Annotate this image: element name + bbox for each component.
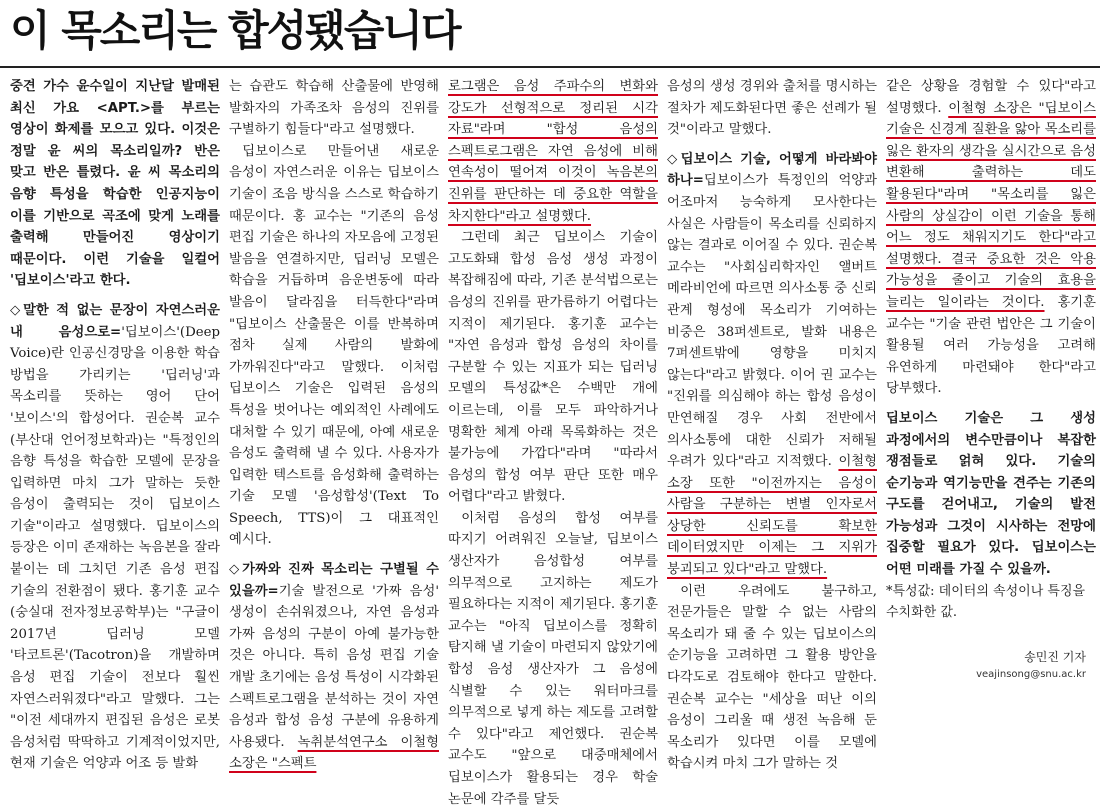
headline: 이 목소리는 합성됐습니다: [10, 6, 460, 55]
body-text: '딥보이스'(Deep Voice)란 인공신경망을 이용한 학습 방법을 가리키는 '딥러닝'과 목소리를 뜻하는 영어 단어 '보이스'의 합성어다. 권순복 교수(부산대 언어정보학과)는 "특정인의 음향 특성을 학습한 모델에 문장을 입력하면 마치 그가 말하는 듯한 음성이 출력되는 것이 딥보이스 기술"이라고 설명했다. 딥보이스의 등장은 이미 존재하는 녹음본을 잘라 붙이는 데 그치던 기존 음성 편집 기술의 전환점이 됐다. 홍기훈 교수(숭실대 전자정보공학부)는 "구글이 2017년 딥러닝 모델 '타코트론'(Tacotron)을 개발하며 음성 편집 기술이 전보다 훨씬 자연스러워졌다"라고 말했다. 그는 "이전 세대까지 편집된 음성은 로봇 음성처럼 딱딱하고 기계적이었지만, 현재 기술은 억양과 어조 등 발화: [10, 324, 220, 772]
section-paragraph: [229, 559, 439, 775]
highlighted-quote: 이철형 소장은 "딥보이스 기술은 신경계 질환을 앓아 목소리를 잃은 환자의 생각을 실시간으로 음성 변환해 출력하는 데도 활용된다"라며 "목소리를 잃은 사람의 상실감이 이런 기술을 통해 어느 정도 채워지기도 한다"라고 설명했다. 결국 중요한 것은 악용 가능성을 줄이고 기술의 효용을 늘리는 일이라는 것이다.: [886, 100, 1096, 310]
body-paragraph: 음성의 생성 경위와 출처를 명시하는 절차가 제도화된다면 좋은 선례가 될 것"이라고 말했다.: [667, 79, 877, 138]
highlighted-quote: 이철형 소장 또한 "이전까지는 음성이 사람을 구분하는 변별 인자로서 상당한 신뢰도를 확보한 데이터였지만 이제는 그 지위가 붕괴되고 있다"라고 말했다.: [667, 454, 877, 578]
body-paragraph: [886, 76, 1096, 400]
article-column-4: [667, 76, 877, 772]
headline-rule: [0, 66, 1100, 68]
body-text: 기술 발전으로 '가짜 음성' 생성이 손쉬워졌으나, 자연 음성과 가짜 음성의 구분이 아예 불가능한 것은 아니다. 특히 음성 편집 기술 개발 초기에는 음성 특성이 시각화된 스펙트로그램을 분석하는 것이 자연 음성과 합성 음성 구분에 유용하게 사용됐다.: [229, 583, 439, 750]
footnote: *특성값: 데이터의 속성이나 특징을 수치화한 값.: [886, 583, 1086, 621]
lead-paragraph: 중견 가수 윤수일이 지난달 발매된 최신 가요 <APT.>를 부르는 영상이 화제를 모으고 있다. 이것은 정말 윤 씨의 목소리일까? 반은 맞고 반은 틀렸다. 윤 씨 목소리의 음향 특성을 학습한 인공지능이 이를 기반으로 곡조에 맞게 노래를 출력해 만들어진 영상이기 때문이다. 이런 기술을 일컬어 '딥보이스'라고 한다.: [10, 79, 220, 289]
reporter-email: veajinsong@snu.ac.kr: [976, 669, 1086, 680]
section-paragraph: [10, 300, 220, 775]
body-text: 딥보이스가 특정인의 억양과 어조마저 능숙하게 모사한다는 사실은 사람들이 목소리를 신뢰하지 않는 결과로 이어질 수 있다. 권순복 교수는 "사회심리학자인 앨버트 메라비언에 따르면 의사소통 중 신뢰 관계 형성에 목소리가 기여하는 비중은 38퍼센트로, 발화 내용은 7퍼센트밖에 영향을 미치지 않는다"라고 밝혔다. 이어 권 교수는 "진위를 의심해야 하는 합성 음성이 만연해질 경우 사회 전반에서 의사소통에 대한 신뢰가 저해될 우려가 있다"라고 지적했다.: [667, 173, 877, 470]
body-paragraph: 그런데 최근 딥보이스 기술이 고도화돼 합성 음성 생성 과정이 복잡해짐에 따라, 기존 분석법으로는 음성의 진위를 판가름하기 어렵다는 지적이 제기된다. 홍기훈 교수는 "자연 음성과 합성 음성의 차이를 구분할 수 있는 지표가 되는 딥러닝 모델의 특성값*은 수백만 개에 이르는데, 이를 모두 파악하거나 명확한 체계 아래 목록화하는 것은 불가능에 가깝다"라며 "따라서 음성의 합성 여부 판단 또한 매우 어렵다"라고 밝혔다.: [448, 230, 658, 505]
reporter-name: 송민진 기자: [1024, 650, 1086, 664]
body-text: 홍기훈 교수는 "기술 관련 법안은 그 기술이 활용될 여러 가능성을 고려해 유연하게 마련돼야 한다"라고 당부했다.: [886, 294, 1096, 397]
body-paragraph: [448, 76, 658, 227]
section-paragraph: [667, 149, 877, 581]
article-column-2: [229, 76, 439, 772]
article-column-3: [448, 76, 658, 807]
subheading: ◇가짜와 진짜 목소리는 구별될 수 있을까=: [229, 562, 439, 599]
body-paragraph: 이런 우려에도 불구하고, 전문가들은 말할 수 없는 사람의 목소리가 돼 줄 수 있는 딥보이스의 순기능을 고려하면 그 활용 방안을 다각도로 검토해야 한다고 말한다. 권순복 교수는 "세상을 떠난 이의 음성이 그리울 때 생전 녹음해 둔 목소리가 있다면 이를 모델에 학습시켜 마치 그가 말하는 것: [667, 583, 877, 772]
body-paragraph: 는 습관도 학습해 산출물에 반영해 발화자의 가족조차 음성의 진위를 구별하기 힘들다"라고 설명했다.: [229, 79, 439, 138]
body-paragraph: 딥보이스로 만들어낸 새로운 음성이 자연스러운 이유는 딥보이스 기술이 조음 방식을 스스로 학습하기 때문이다. 홍 교수는 "기존의 음성 편집 기술은 하나의 자모음에 고정된 발음을 연결하지만, 딥러닝 모델은 학습을 거듭하며 음운변동에 따라 발음이 달라짐을 터득한다"라며 "딥보이스 산출물은 이를 반복하며 점차 실제 사람의 발화에 가까워진다"라고 말했다. 이처럼 딥보이스 기술은 입력된 음성의 특성을 벗어나는 예외적인 사례에도 대처할 수 있기 때문에, 아예 새로운 음성도 출력해 낼 수 있다. 사용자가 입력한 텍스트를 음성화해 출력하는 기술 모델 '음성합성'(Text To Speech, TTS)이 그 대표적인 예시다.: [229, 143, 439, 548]
highlighted-quote: 로그램은 음성 주파수의 변화와 강도가 선형적으로 정리된 시각 자료"라며 "합성 음성의 스펙트로그램은 자연 음성에 비해 연속성이 떨어져 이것이 녹음본의 진위를 판단하는 데 중요한 역할을 차지한다"라고 설명했다.: [448, 79, 658, 224]
subheading: ◇딥보이스 기술, 어떻게 바라봐야 하나=: [667, 151, 877, 189]
body-text: 같은 상황을 경험할 수 있다"라고 설명했다.: [886, 79, 1096, 116]
highlighted-quote: 녹취분석연구소 이철형 소장은 "스펙트: [229, 734, 439, 772]
article-column-5: [886, 76, 1096, 688]
subheading: ◇말한 적 없는 문장이 자연스러운 내 음성으로=: [10, 302, 220, 340]
closing-paragraph: 딥보이스 기술은 그 생성 과정에서의 변수만큼이나 복잡한 쟁점들로 얽혀 있다. 기술의 순기능과 역기능만을 견주는 기존의 구도를 걷어내고, 기술의 발전 가능성과 그것이 시사하는 전망에 집중할 필요가 있다. 딥보이스는 어떤 미래를 가질 수 있을까.: [886, 410, 1096, 578]
article-column-1: [10, 76, 220, 772]
body-paragraph: 이처럼 음성의 합성 여부를 따지기 어려워진 오늘날, 딥보이스 생산자가 음성합성 여부를 의무적으로 고지하는 제도가 필요하다는 지적이 제기된다. 홍기훈 교수는 "아직 딥보이스를 정확히 탐지해 낼 기술이 마련되지 않았기에 합성 음성 생산자가 그 음성에 식별할 수 있는 워터마크를 의무적으로 넣게 하는 제도를 고려할 수 있다"라고 제언했다. 권순복 교수도 "앞으로 대중매체에서 딥보이스가 활용되는 경우 학술 논문에 각주를 달듯: [448, 510, 658, 807]
byline: [976, 648, 1086, 684]
